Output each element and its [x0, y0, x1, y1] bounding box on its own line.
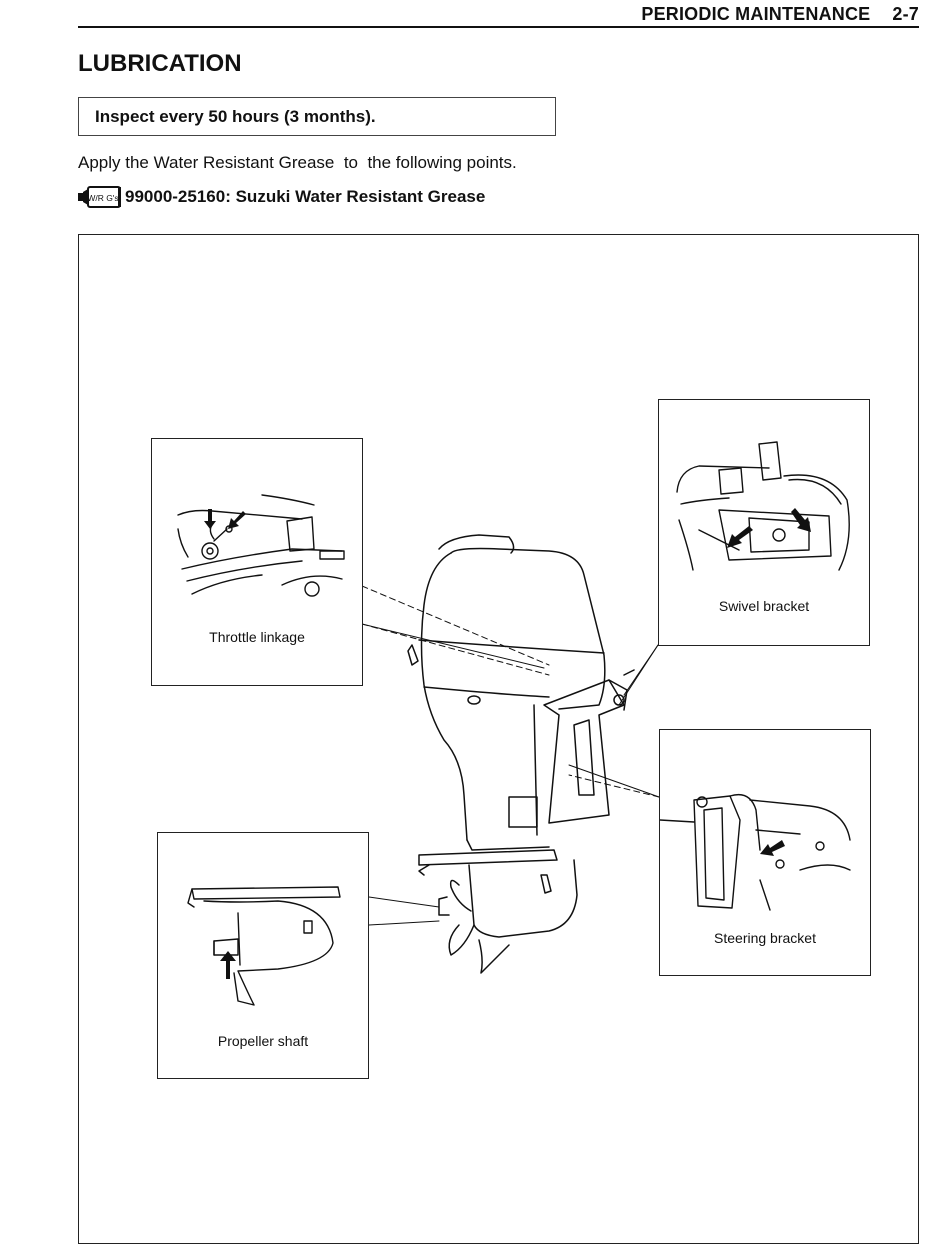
swivel-bracket-illustration	[659, 400, 871, 590]
page-header	[78, 4, 919, 28]
grease-point-arrow-icon	[727, 508, 811, 548]
grease-spec	[78, 185, 485, 209]
instruction-text: Apply the Water Resistant Grease to the following points.	[78, 153, 517, 172]
header-text	[641, 4, 919, 25]
callout-throttle-linkage	[151, 438, 363, 686]
callout-swivel-bracket	[658, 399, 870, 646]
grease-point-arrow-icon	[760, 840, 785, 856]
caption-swivel-bracket: Swivel bracket	[718, 598, 810, 614]
caption-throttle-linkage: Throttle linkage	[209, 629, 305, 645]
callout-propeller-shaft	[157, 832, 369, 1079]
callout-steering-bracket	[659, 729, 871, 976]
steering-bracket-illustration	[660, 730, 872, 920]
throttle-linkage-illustration	[152, 439, 364, 619]
header-section: PERIODIC MAINTENANCE	[641, 4, 871, 24]
grease-part-number: 99000-25160: Suzuki Water Resistant Grease	[125, 187, 486, 206]
inspection-interval-box	[78, 97, 556, 136]
caption-propeller-shaft: Propeller shaft	[217, 1033, 309, 1049]
propeller-shaft-illustration	[158, 833, 370, 1023]
section-title: LUBRICATION	[78, 50, 242, 77]
lubrication-figure	[78, 234, 919, 1244]
grease-icon-label: W/R G's	[87, 193, 119, 203]
caption-steering-bracket: Steering bracket	[714, 930, 816, 946]
header-page-number: 2-7	[892, 4, 919, 24]
inspection-interval-text: Inspect every 50 hours (3 months).	[95, 107, 376, 126]
grease-tube-icon	[78, 186, 122, 208]
